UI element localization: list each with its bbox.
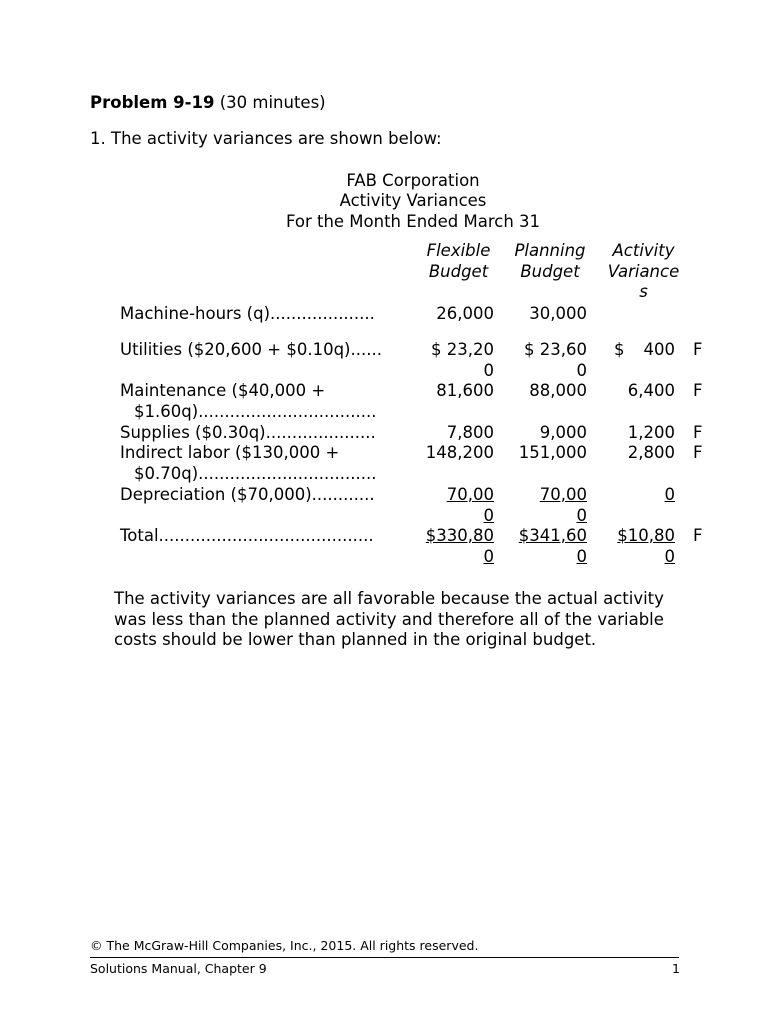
intro-text: 1. The activity variances are shown below: [90, 129, 442, 148]
problem-time: (30 minutes) [219, 93, 326, 112]
row-label-machine-hours: Machine-hours (q).................... [120, 304, 375, 323]
maintenance-flexible: 81,600 [436, 381, 494, 400]
utilities-flexible: $ 23,200 [431, 340, 494, 380]
problem-number: Problem 9-19 [90, 93, 215, 112]
indirect-labor-variance: 2,800 [627, 443, 675, 462]
total-favorable: F [693, 526, 703, 545]
report-period: For the Month Ended March 31 [285, 212, 541, 231]
depreciation-planning: 70,000 [539, 485, 587, 525]
footer-manual: Solutions Manual, Chapter 9 [90, 961, 267, 976]
utilities-variance-sign: $ [614, 340, 625, 359]
indirect-labor-favorable: F [693, 443, 703, 462]
maintenance-favorable: F [693, 381, 703, 400]
utilities-variance: 400 [643, 340, 675, 359]
total-planning: $341,600 [518, 526, 587, 566]
problem-heading [90, 93, 326, 114]
depreciation-flexible: 70,000 [446, 485, 494, 525]
company-name: FAB Corporation [346, 171, 480, 190]
utilities-favorable: F [693, 340, 703, 359]
maintenance-variance: 6,400 [627, 381, 675, 400]
explanation-paragraph: The activity variances are all favorable because the actual activity was less than the planned activity and therefore all of the variable costs should be lower than planned in the original budget. [114, 589, 664, 649]
machine-hours-flexible: 26,000 [436, 304, 494, 323]
column-header-flexible: Flexible Budget [426, 241, 491, 281]
row-label-total: Total......................................... [120, 526, 374, 545]
indirect-labor-planning: 151,000 [518, 443, 587, 462]
indirect-labor-flexible: 148,200 [425, 443, 494, 462]
supplies-planning: 9,000 [539, 423, 587, 442]
row-label-depreciation: Depreciation ($70,000)............ [120, 485, 375, 504]
footer-rule [90, 957, 679, 958]
total-flexible: $330,800 [425, 526, 494, 566]
row-label-utilities: Utilities ($20,600 + $0.10q)...... [120, 340, 382, 359]
row-label-indirect-labor-1: Indirect labor ($130,000 + [120, 443, 340, 462]
copyright-notice: © The McGraw-Hill Companies, Inc., 2015. All rights reserved. [90, 938, 479, 953]
supplies-favorable: F [693, 423, 703, 442]
machine-hours-planning: 30,000 [529, 304, 587, 323]
row-label-maintenance-2: $1.60q).................................. [134, 402, 377, 421]
row-label-indirect-labor-2: $0.70q).................................. [134, 464, 377, 483]
total-variance: $10,800 [617, 526, 675, 566]
column-header-planning: Planning Budget [514, 241, 586, 281]
row-label-supplies: Supplies ($0.30q)..................... [120, 423, 376, 442]
page-number: 1 [672, 961, 680, 976]
row-label-maintenance-1: Maintenance ($40,000 + [120, 381, 326, 400]
supplies-flexible: 7,800 [446, 423, 494, 442]
column-header-variance: Activity Variances [607, 241, 680, 301]
utilities-planning: $ 23,600 [524, 340, 587, 380]
depreciation-variance: 0 [664, 485, 675, 504]
supplies-variance: 1,200 [627, 423, 675, 442]
maintenance-planning: 88,000 [529, 381, 587, 400]
report-title: Activity Variances [339, 191, 487, 210]
